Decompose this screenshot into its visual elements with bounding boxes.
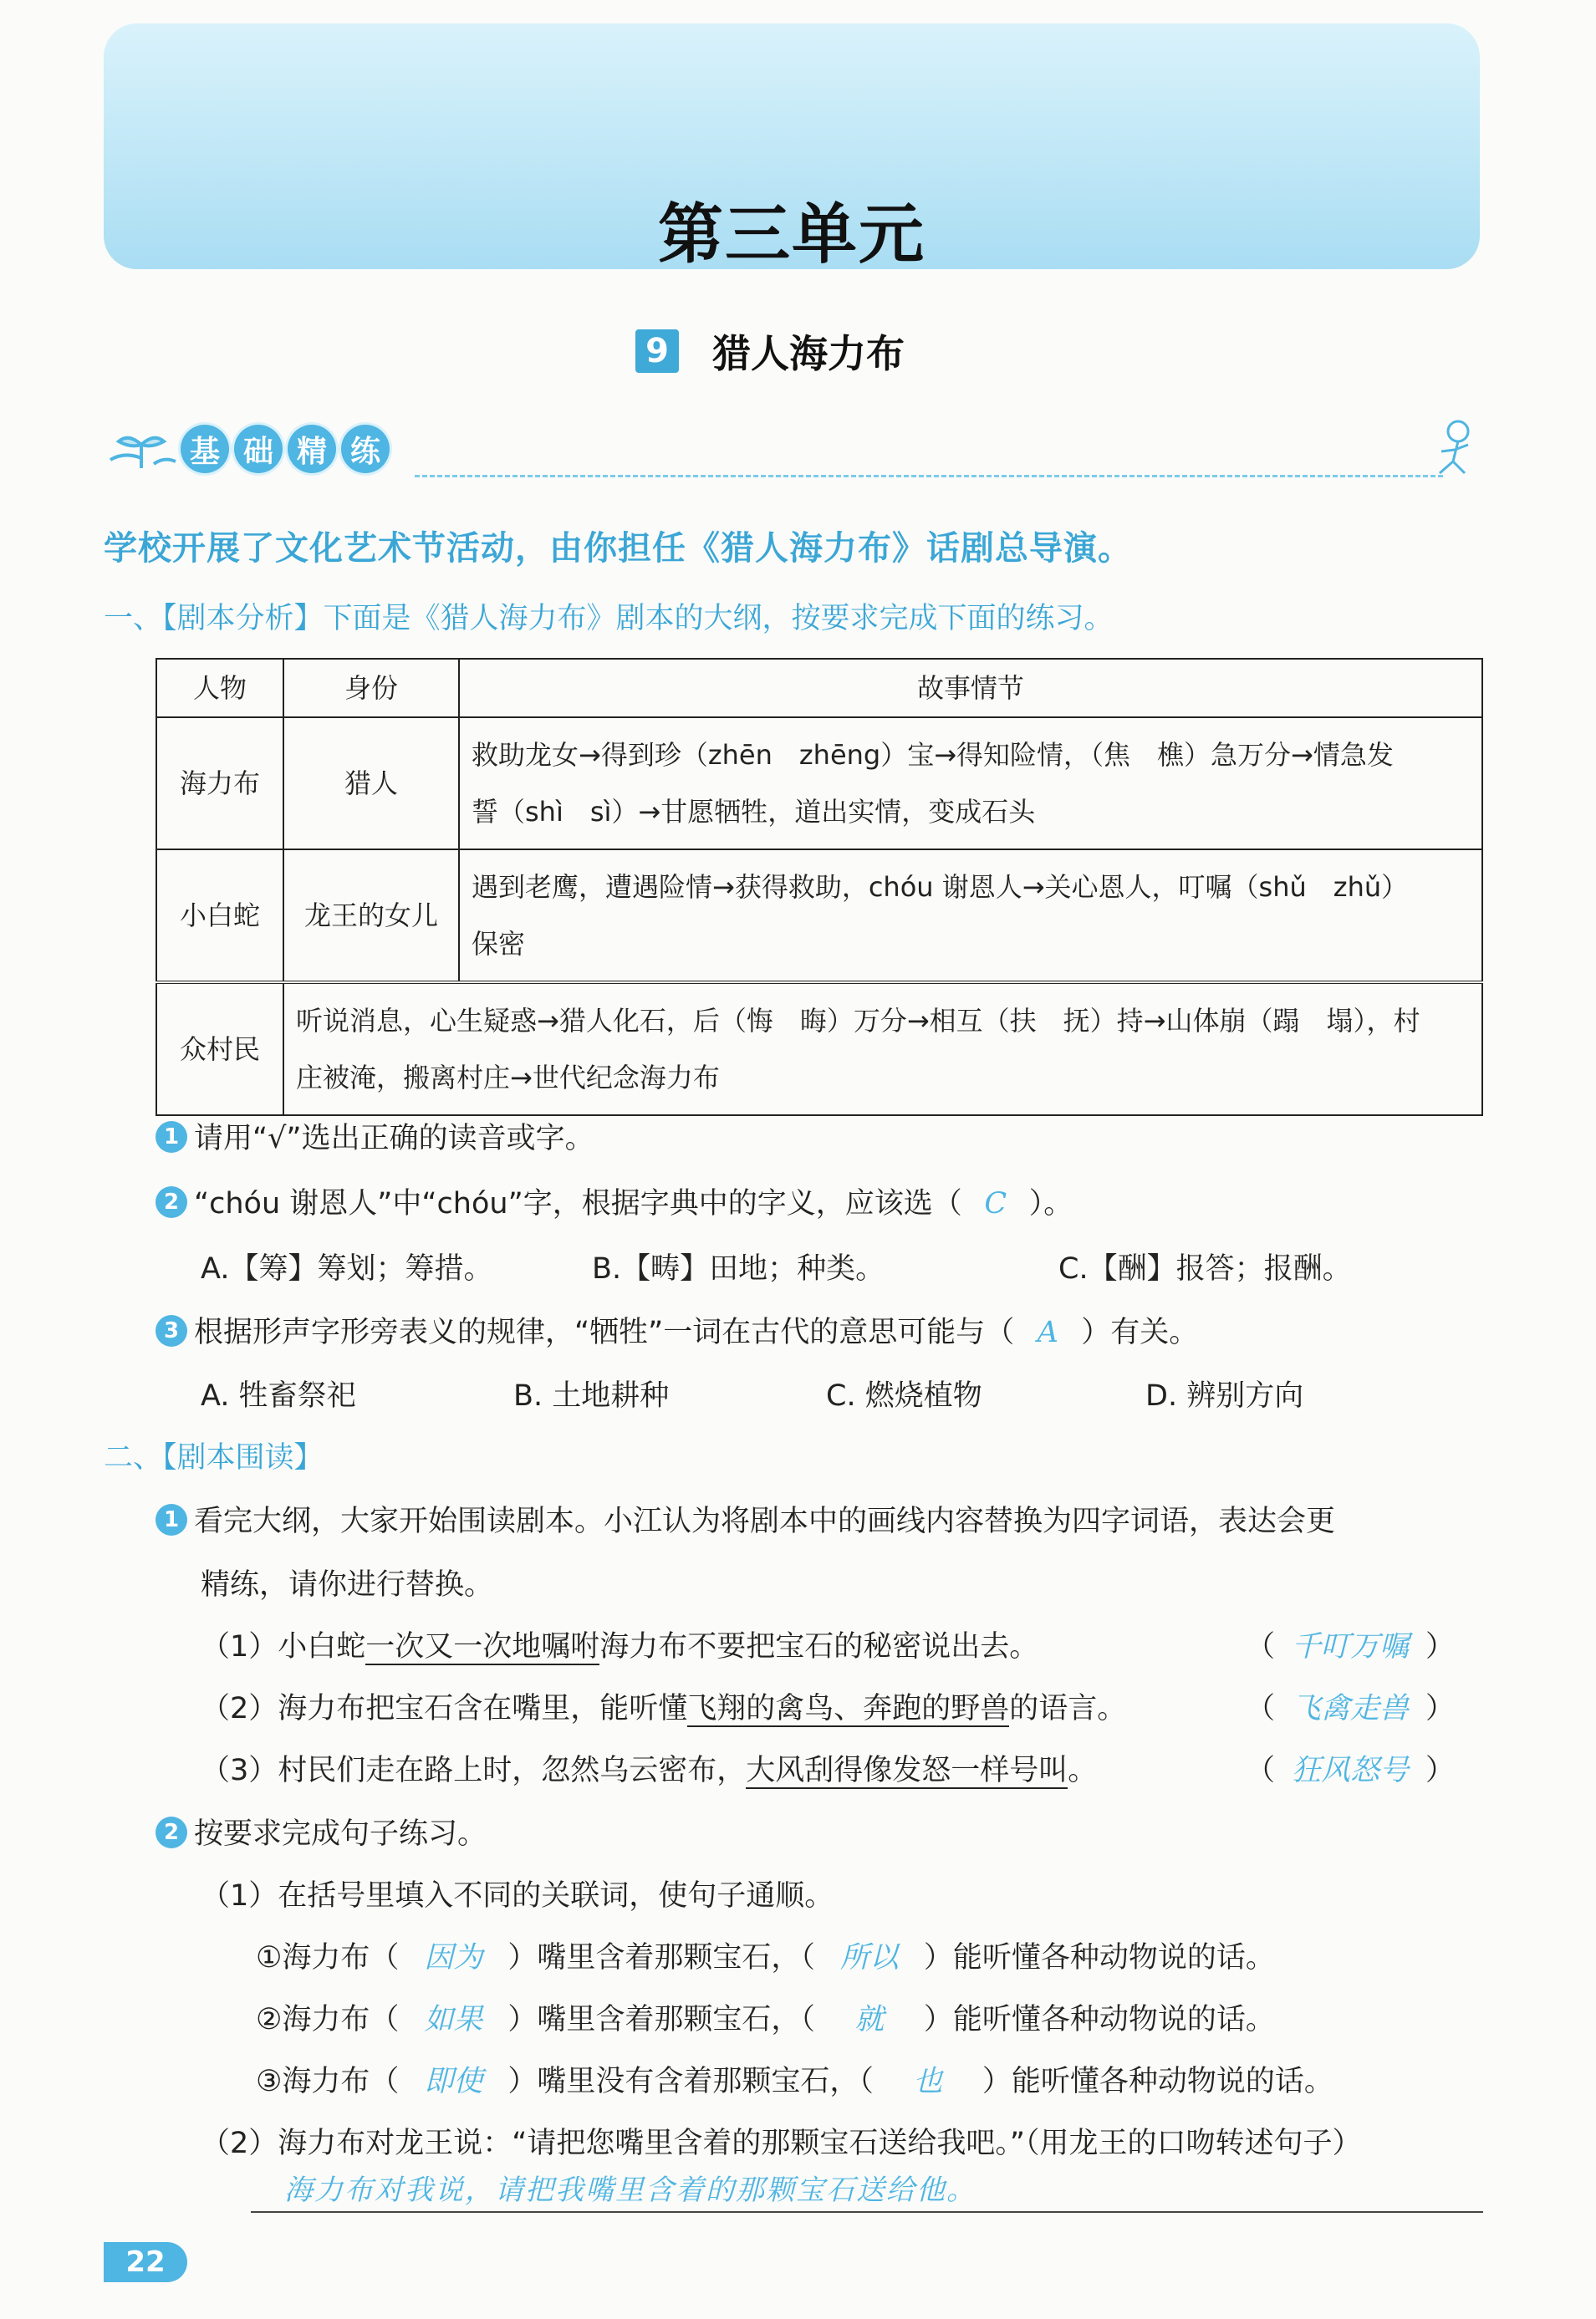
rewrite-answer: 海力布对我说，请把我嘴里含着的那颗宝石送给他。	[284, 2174, 976, 2207]
item-text: 的语言。	[1009, 1692, 1127, 1725]
paren: （	[1246, 1692, 1276, 1725]
answer-text: 千叮万嘱	[1292, 1630, 1410, 1664]
character-role: 龙王的女儿	[283, 849, 459, 982]
answer-paren	[1246, 1685, 1455, 1727]
connective-sentence	[256, 2058, 1333, 2100]
sentence-text: ②海力布（	[256, 2003, 400, 2036]
answer-text: C	[984, 1187, 1007, 1221]
item-text: （3）村民们走在路上时，忽然乌云密布，	[201, 1754, 747, 1787]
answer-paren	[1246, 1747, 1455, 1789]
question-text: 按要求完成句子练习。	[194, 1817, 487, 1851]
answer-text: 因为	[424, 1941, 483, 1975]
question-text: ）。	[1028, 1187, 1073, 1221]
sentence-text: ）能听懂各种动物说的话。	[982, 2065, 1333, 2098]
part1-heading: 一、【剧本分析】下面是《猎人海力布》剧本的大纲，按要求完成下面的练习。	[104, 602, 1114, 635]
paren: ）	[1425, 1630, 1456, 1664]
plot-line: 听说消息，心生疑惑→猎人化石，后（悔 晦）万分→相互（扶 抚）持→山体崩（蹋 塌），村	[296, 1005, 1420, 1037]
sentence-text: ①海力布（	[256, 1941, 400, 1975]
sentence-text: ③海力布（	[256, 2065, 400, 2098]
character-name: 海力布	[156, 717, 283, 849]
unit-title: 第三单元	[657, 197, 925, 269]
item-text: 海力布不要把宝石的秘密说出去。	[599, 1630, 1039, 1664]
lesson-title: 猎人海力布	[712, 331, 905, 376]
replace-item-1	[201, 1623, 1038, 1665]
table-header-cell: 人物	[156, 659, 283, 717]
sentence-text: ）嘴里含着那颗宝石，（	[507, 2003, 815, 2036]
page-number: 22	[104, 2242, 187, 2282]
connective-sentence	[256, 1934, 1275, 1976]
item-text: （1）小白蛇	[201, 1630, 366, 1664]
part1-q3	[156, 1309, 1198, 1351]
replace-item-2	[201, 1685, 1126, 1727]
question-number: 1	[156, 1121, 187, 1153]
unit-banner	[104, 23, 1480, 269]
plot-cell	[459, 717, 1482, 849]
sentence-text: ）能听懂各种动物说的话。	[923, 1941, 1275, 1975]
question-text: ）有关。	[1081, 1316, 1199, 1349]
section-char: 基	[181, 425, 229, 473]
paren: （	[1246, 1754, 1276, 1787]
table-row	[156, 717, 1482, 849]
underlined-phrase: 飞翔的禽鸟、奔跑的野兽	[687, 1692, 1010, 1725]
section-header	[104, 418, 1483, 485]
replace-item-3	[201, 1747, 1097, 1789]
script-outline-table	[156, 658, 1483, 1116]
option-b: B.【畴】田地；种类。	[592, 1252, 885, 1286]
plot-cell	[283, 982, 1482, 1115]
answer-text: A	[1037, 1316, 1058, 1349]
underlined-phrase: 一次又一次地嘱咐	[365, 1630, 600, 1664]
sub-question: （2）海力布对龙王说：“请把您嘴里含着的那颗宝石送给我吧。”（用龙王的口吻转述句子）	[201, 2127, 1362, 2160]
sub-question: （1）在括号里填入不同的关联词，使句子通顺。	[201, 1879, 834, 1913]
table-header-row	[156, 659, 1482, 717]
answer-text: 飞禽走兽	[1292, 1692, 1410, 1725]
section-char: 础	[234, 425, 283, 473]
question-text: 精练，请你进行替换。	[201, 1568, 494, 1602]
plot-line: 誓（shì sì）→甘愿牺牲，道出实情，变成石头	[472, 796, 1036, 828]
part2-heading: 二、【剧本围读】	[104, 1441, 324, 1475]
question-number: 1	[156, 1504, 187, 1536]
underlined-phrase: 大风刮得像发怒一样号叫	[746, 1754, 1068, 1787]
lesson-number-badge: 9	[635, 329, 679, 373]
question-number: 2	[156, 1817, 187, 1848]
answer-text: 所以	[839, 1941, 899, 1975]
section-divider	[415, 475, 1443, 477]
section-badge	[181, 425, 390, 473]
section-char: 练	[341, 425, 390, 473]
answer-paren	[1246, 1623, 1455, 1665]
answer-text: 狂风怒号	[1292, 1754, 1410, 1787]
question-text: 根据形声字形旁表义的规律，“牺牲”一词在古代的意思可能与（	[194, 1316, 1015, 1349]
part2-q1	[156, 1498, 1335, 1540]
table-row	[156, 849, 1482, 982]
answer-text: 如果	[424, 2003, 483, 2036]
section-char: 精	[288, 425, 336, 473]
character-name: 小白蛇	[156, 849, 283, 982]
intro-text: 学校开展了文化艺术节活动，由你担任《猎人海力布》话剧总导演。	[104, 529, 1132, 568]
option-a: A.【筹】筹划；筹措。	[201, 1252, 493, 1286]
option-c: C. 燃烧植物	[826, 1379, 982, 1413]
connective-sentence	[256, 1996, 1275, 2038]
paren: （	[1246, 1630, 1276, 1664]
plot-line: 救助龙女→得到珍（zhēn zhēng）宝→得知险情，（焦 樵）急万分→情急发	[472, 739, 1394, 771]
question-text: 请用“√”选出正确的读音或字。	[194, 1122, 594, 1155]
character-name: 众村民	[156, 982, 283, 1115]
answer-text: 也	[913, 2065, 943, 2098]
paren: ）	[1425, 1692, 1456, 1725]
item-text: （2）海力布把宝石含在嘴里，能听懂	[201, 1692, 688, 1725]
sentence-text: ）嘴里没有含着那颗宝石，（	[507, 2065, 874, 2098]
table-header-cell: 故事情节	[459, 659, 1482, 717]
sprout-icon	[104, 426, 179, 477]
part1-q1	[156, 1115, 594, 1157]
paren: ）	[1425, 1754, 1456, 1787]
option-c: C.【酬】报答；报酬。	[1058, 1252, 1352, 1286]
question-number: 2	[156, 1186, 187, 1218]
plot-line: 保密	[472, 928, 526, 960]
option-b: B. 土地耕种	[513, 1379, 670, 1413]
option-a: A. 牲畜祭祀	[201, 1379, 356, 1413]
answer-text: 就	[854, 2003, 885, 2036]
question-number: 3	[156, 1315, 187, 1347]
answer-line	[251, 2211, 1483, 2213]
part2-q2	[156, 1811, 487, 1853]
table-header-cell: 身份	[283, 659, 459, 717]
item-text: 。	[1068, 1754, 1098, 1787]
plot-cell	[459, 849, 1482, 982]
question-text: “chóu 谢恩人”中“chóu”字，根据字典中的字义，应该选（	[194, 1187, 962, 1221]
character-role: 猎人	[283, 717, 459, 849]
plot-line: 庄被淹，搬离村庄→世代纪念海力布	[296, 1062, 720, 1093]
option-d: D. 辨别方向	[1145, 1379, 1304, 1413]
question-text: 看完大纲，大家开始围读剧本。小江认为将剧本中的画线内容替换为四字词语，表达会更	[194, 1505, 1336, 1538]
answer-text: 即使	[424, 2065, 483, 2098]
part1-q2	[156, 1180, 1073, 1222]
table-row	[156, 982, 1482, 1115]
running-figure-icon	[1425, 418, 1483, 485]
sentence-text: ）能听懂各种动物说的话。	[923, 2003, 1275, 2036]
sentence-text: ）嘴里含着那颗宝石，（	[507, 1941, 815, 1975]
plot-line: 遇到老鹰，遭遇险情→获得救助，chóu 谢恩人→关心恩人，叮嘱（shǔ zhǔ）	[472, 871, 1409, 903]
lesson-title-row	[635, 326, 905, 376]
